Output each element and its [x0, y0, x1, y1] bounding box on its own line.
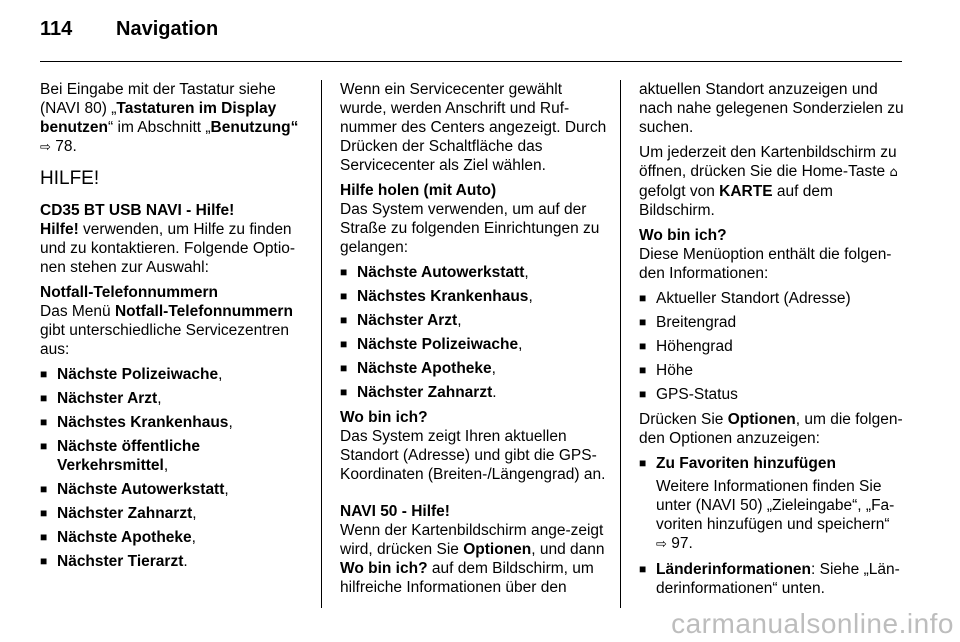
subheading-notfall: Notfall-Telefonnummern	[40, 284, 218, 301]
list-item: ■ Nächster Zahnarzt.	[340, 383, 608, 402]
list-item-description: Weitere Informationen finden Sie unter (NAVI 50) „Zieleingabe“, „Fa-voriten hinzufügen und speichern“ ⇨ 97.	[656, 478, 895, 552]
list-item: ■ Nächste Apotheke,	[40, 528, 305, 547]
list-item: ■ Aktueller Standort (Adresse)	[639, 289, 905, 308]
page-ref: 78.	[55, 138, 77, 155]
list-item: ■ Nächste Polizeiwache,	[340, 335, 608, 354]
facility-list	[340, 263, 608, 402]
page-ref-arrow-icon: ⇨	[40, 140, 51, 155]
subheading-wo-bin-ich: Wo bin ich?	[639, 227, 727, 244]
paragraph-servicecenter: Wenn ein Servicecenter gewählt wurde, werden Anschrift und Ruf-nummer des Centers angezeigt. Durch Drücken der Schaltfläche das Servicecenter als Ziel wählen.	[340, 81, 607, 174]
home-icon: ⌂	[889, 165, 898, 180]
list-item: ■ Nächstes Krankenhaus,	[340, 287, 608, 306]
column-divider-2	[620, 80, 621, 608]
subheading-navi50: NAVI 50 - Hilfe!	[340, 503, 450, 520]
list-item: ■ Nächste Autowerkstatt,	[40, 480, 305, 499]
list-item: ■ Höhengrad	[639, 337, 905, 356]
page-ref-arrow-icon: ⇨	[656, 537, 667, 552]
column-3	[639, 80, 905, 604]
column-2	[340, 80, 608, 603]
list-item: ■ Nächster Arzt,	[40, 389, 305, 408]
list-item: ■ Länderinformationen: Siehe „Län-derinformationen“ unten.	[639, 560, 905, 598]
list-item: ■ Höhe	[639, 361, 905, 380]
page-title: Navigation	[116, 18, 219, 40]
list-item: ■ Breitengrad	[639, 313, 905, 332]
list-item: ■ Nächste öffentliche Verkehrsmittel,	[40, 437, 305, 475]
list-item: ■ Nächste Autowerkstatt,	[340, 263, 608, 282]
page-header	[40, 18, 218, 41]
list-item: ■ Zu Favoriten hinzufügen Weitere Informationen finden Sie unter (NAVI 50) „Zieleingabe“, „Fa-voriten hinzufügen und speichern“ ⇨ 97.	[639, 454, 905, 554]
paragraph-wo-bin-ich: Das System zeigt Ihren aktuellen Standort (Adresse) und gibt die GPS-Koordinaten (Breiten-/Längengrad) an.	[340, 428, 606, 483]
subheading-cd35: CD35 BT USB NAVI - Hilfe!	[40, 202, 235, 219]
subheading-hilfe-holen: Hilfe holen (mit Auto)	[340, 182, 497, 199]
column-divider-1	[321, 80, 322, 608]
options-list	[639, 454, 905, 598]
watermark: carmanualsonline.info	[671, 608, 954, 639]
paragraph-optionen: Drücken Sie Optionen, um die folgen-den Optionen anzuzeigen:	[639, 411, 903, 447]
paragraph-standort: aktuellen Standort anzuzeigen und nach nahe gelegenen Sonderzielen zu suchen.	[639, 81, 904, 136]
list-item: ■ Nächste Polizeiwache,	[40, 365, 305, 384]
section-heading: HILFE!	[40, 168, 100, 189]
list-item: ■ Nächster Arzt,	[340, 311, 608, 330]
paragraph-hilfe-holen: Das System verwenden, um auf der Straße zu folgenden Einrichtungen zu gelangen:	[340, 201, 600, 256]
list-item: ■ Nächster Zahnarzt,	[40, 504, 305, 523]
column-1	[40, 80, 305, 577]
service-center-list	[40, 365, 305, 571]
list-item: ■ GPS-Status	[639, 385, 905, 404]
subheading-wo-bin-ich: Wo bin ich?	[340, 409, 428, 426]
paragraph-hilfe: Hilfe! verwenden, um Hilfe zu finden und zu kontaktieren. Folgende Optio-nen stehen zur Auswahl:	[40, 221, 296, 276]
paragraph-notfall: Das Menü Notfall-Telefonnummern gibt unterschiedliche Servicezentren aus:	[40, 303, 293, 358]
intro-paragraph: Bei Eingabe mit der Tastatur siehe (NAVI 80) „Tastaturen im Display benutzen“ im Abschnitt „Benutzung“ ⇨ 78.	[40, 81, 299, 155]
list-item: ■ Nächstes Krankenhaus,	[40, 413, 305, 432]
paragraph-home-taste: Um jederzeit den Kartenbildschirm zu öffnen, drücken Sie die Home-Taste ⌂ gefolgt von KARTE auf dem Bildschirm.	[639, 144, 898, 219]
page-number: 114	[40, 18, 73, 40]
info-list	[639, 289, 905, 404]
paragraph-menueoption: Diese Menüoption enthält die folgen-den Informationen:	[639, 246, 892, 282]
list-item: ■ Nächste Apotheke,	[340, 359, 608, 378]
header-rule	[40, 61, 902, 62]
list-item: ■ Nächster Tierarzt.	[40, 552, 305, 571]
paragraph-navi50: Wenn der Kartenbildschirm ange-zeigt wird, drücken Sie Optionen, und dann Wo bin ich? auf dem Bildschirm, um hilfreiche Informationen über den	[340, 522, 605, 596]
